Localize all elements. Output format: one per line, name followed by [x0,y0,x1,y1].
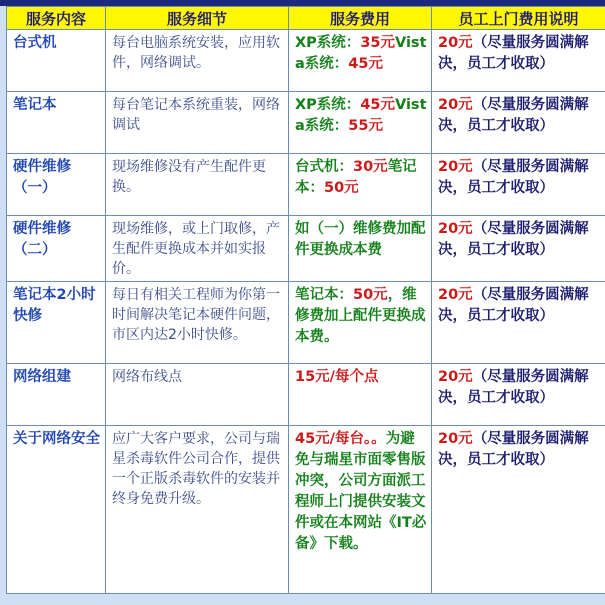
visit-fee-price: 20元 [438,221,473,237]
visit-fee-note-cell [432,364,605,426]
service-detail-cell: 每日有相关工程师为你第一时间解决笔记本硬件问题，市区内达2小时快修。 [106,282,289,364]
header-service-fee: 服务费用 [289,7,432,30]
visit-fee-condition: （尽量服务圆满解决，员工才收取） [438,287,589,324]
table-row [7,364,605,426]
service-name-cell: 网络组建 [7,364,106,426]
header-visit-fee-note: 员工上门费用说明 [432,7,605,30]
fee-text-segment: 笔记本： [295,287,353,303]
fee-text-segment: 笔记本： [295,159,417,196]
table-row [7,92,605,154]
service-fee-cell [289,154,432,216]
visit-fee-price: 20元 [438,431,473,447]
visit-fee-price: 20元 [438,369,473,385]
table-row [7,30,605,92]
visit-fee-condition: （尽量服务圆满解决，员工才收取） [438,369,589,406]
service-name-cell: 台式机 [7,30,106,92]
table-row [7,154,605,216]
service-fee-cell [289,364,432,426]
table-row [7,426,605,594]
service-fee-cell [289,282,432,364]
fee-text-segment: 如（一）维修费加配件更换成本费 [295,221,426,258]
fee-text-segment: 15元/每个点 [295,369,379,385]
visit-fee-note-cell [432,216,605,282]
service-name-cell: 笔记本2小时快修 [7,282,106,364]
fee-text-segment: 45元 [348,56,383,72]
header-service-content: 服务内容 [7,7,106,30]
visit-fee-condition: （尽量服务圆满解决，员工才收取） [438,97,589,134]
visit-fee-price: 20元 [438,97,473,113]
table-row [7,216,605,282]
fee-text-segment: 50元 [353,287,388,303]
service-detail-cell: 应广大客户要求，公司与瑞星杀毒软件公司合作，提供一个正版杀毒软件的安装并终身免费升级。 [106,426,289,594]
fee-text-segment: XP系统： [295,97,361,113]
visit-fee-note-cell [432,92,605,154]
service-name-cell: 关于网络安全 [7,426,106,594]
service-name-cell: 笔记本 [7,92,106,154]
service-detail-cell: 现场维修没有产生配件更换。 [106,154,289,216]
visit-fee-condition: （尽量服务圆满解决，员工才收取） [438,431,589,468]
visit-fee-price: 20元 [438,35,473,51]
service-detail-cell: 每台笔记本系统重装，网络调试 [106,92,289,154]
visit-fee-condition: （尽量服务圆满解决，员工才收取） [438,159,589,196]
fee-text-segment: 为避免与瑞星市面零售版冲突，公司方面派工程师上门提供安装文件或在本网站《IT必备》下载。 [295,431,427,552]
fee-text-segment: 50元 [324,180,359,196]
visit-fee-note-cell [432,30,605,92]
visit-fee-price: 20元 [438,287,473,303]
service-fee-cell [289,426,432,594]
service-name-cell: 硬件维修（一） [7,154,106,216]
fee-text-segment: Vista系统： [295,35,427,72]
fee-text-segment: 35元 [360,35,395,51]
header-service-detail: 服务细节 [106,7,289,30]
fee-text-segment: 45元/每台。。 [295,431,386,447]
fee-text-segment: 55元 [348,118,383,134]
service-detail-cell: 现场维修，或上门取修，产生配件更换成本并如实报价。 [106,216,289,282]
service-fee-cell [289,92,432,154]
table-header-row [7,7,605,30]
service-name-cell: 硬件维修（二） [7,216,106,282]
service-fee-cell [289,30,432,92]
service-detail-cell: 每台电脑系统安装，应用软件，网络调试。 [106,30,289,92]
visit-fee-condition: （尽量服务圆满解决，员工才收取） [438,221,589,258]
service-fee-cell [289,216,432,282]
fee-text-segment: XP系统： [295,35,361,51]
fee-text-segment: Vista系统： [295,97,427,134]
visit-fee-note-cell [432,282,605,364]
service-detail-cell: 网络布线点 [106,364,289,426]
visit-fee-condition: （尽量服务圆满解决，员工才收取） [438,35,589,72]
table-row [7,282,605,364]
fee-text-segment: 45元 [360,97,395,113]
fee-text-segment: 30元 [353,159,388,175]
service-price-table [6,6,605,594]
visit-fee-note-cell [432,154,605,216]
fee-text-segment: ，维修费加上配件更换成本费。 [295,287,426,345]
visit-fee-price: 20元 [438,159,473,175]
fee-text-segment: 台式机： [295,159,353,175]
visit-fee-note-cell [432,426,605,594]
